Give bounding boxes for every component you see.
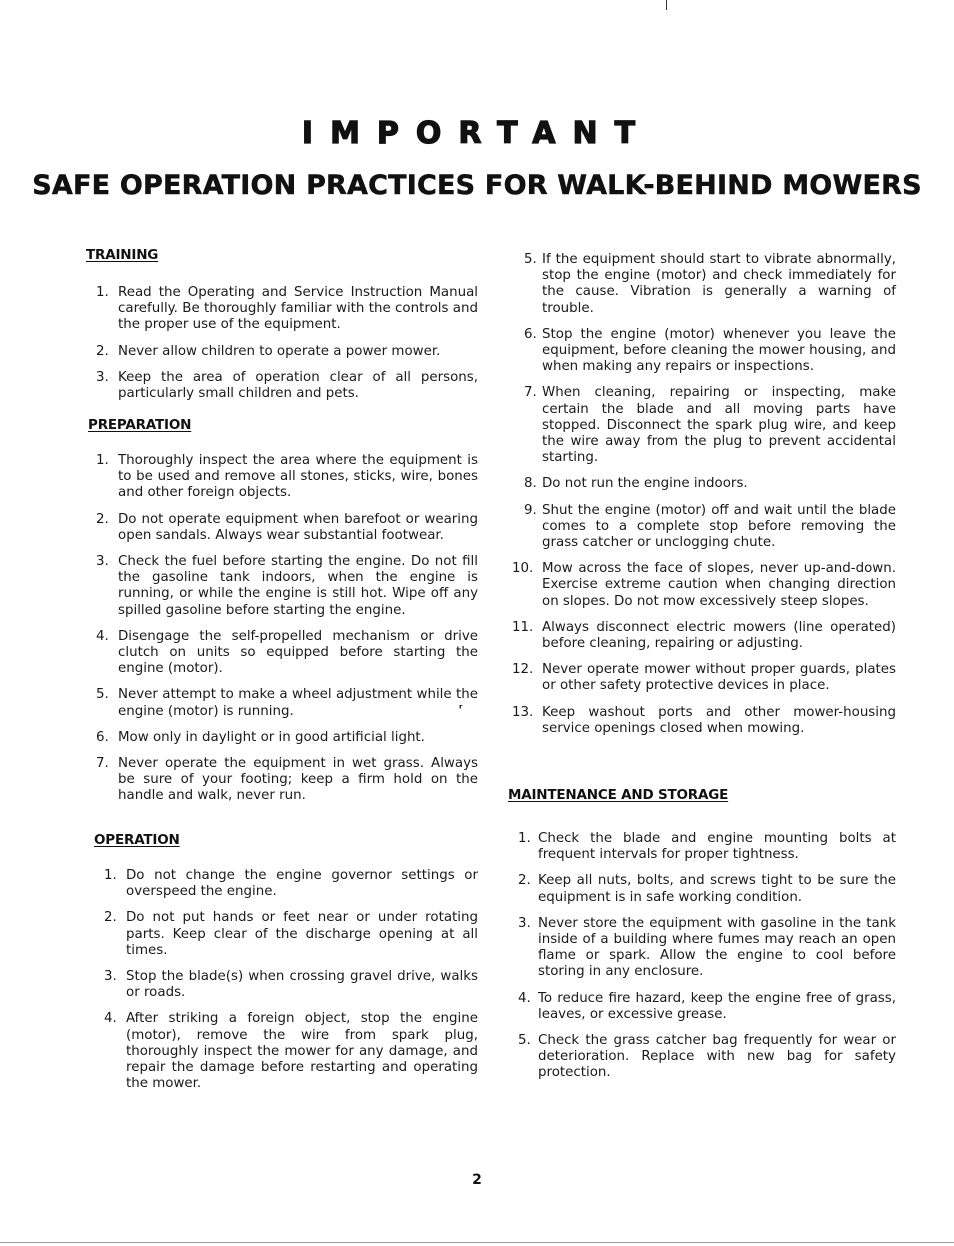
- list-item: [508, 620, 896, 652]
- item-text: Keep the area of operation clear of all persons, particularly small children and pets.: [118, 369, 478, 402]
- maintenance-section: [508, 787, 896, 1092]
- list-item: [508, 252, 896, 317]
- item-text: Do not change the engine governor settings or overspeed the engine.: [126, 868, 478, 900]
- list-item: [508, 662, 896, 694]
- list-item: [86, 910, 478, 959]
- item-number: 1.: [96, 453, 109, 468]
- item-number: 11.: [512, 619, 534, 635]
- item-text: Do not operate equipment when barefoot or wearing open sandals. Always wear substantial footwear.: [118, 511, 478, 543]
- item-text: Read the Operating and Service Instruction Manual carefully. Be thoroughly familiar with the controls and the proper use of the equipment.: [118, 285, 478, 333]
- item-text: After striking a foreign object, stop the engine (motor), remove the wire from spark plug, thoroughly inspect the mower for any damage, and repair the damage before restarting and operating the mower.: [126, 1011, 478, 1092]
- list-item: [86, 344, 478, 360]
- item-number: 12.: [512, 662, 534, 678]
- item-text: Never allow children to operate a power mower.: [118, 343, 441, 359]
- item-number: 5.: [96, 687, 109, 703]
- item-number: 7.: [524, 385, 537, 401]
- item-text: Check the grass catcher bag frequently for wear or deterioration. Replace with new bag for safety protection.: [538, 1033, 896, 1081]
- list-item: [508, 476, 896, 492]
- scan-mark-side: ʳ: [459, 702, 463, 715]
- item-number: 2.: [518, 873, 531, 889]
- list-item: [86, 629, 478, 678]
- item-number: 5.: [524, 252, 537, 267]
- item-number: 6.: [524, 326, 537, 342]
- page-number: 2: [472, 1172, 482, 1188]
- list-item: [86, 756, 478, 805]
- list-item: [508, 503, 896, 552]
- list-item: [86, 1011, 478, 1092]
- list-item: [508, 705, 896, 737]
- list-item: [508, 327, 896, 376]
- item-text: Keep all nuts, bolts, and screws tight to be sure the equipment is in safe working condition.: [538, 873, 896, 905]
- list-item: [86, 868, 478, 900]
- item-number: 13.: [512, 704, 534, 720]
- item-text: Disengage the self-propelled mechanism or drive clutch on units so equipped before starting the engine (motor).: [118, 628, 478, 677]
- list-item: [508, 385, 896, 466]
- page-title: SAFE OPERATION PRACTICES FOR WALK-BEHIND MOWERS: [32, 170, 922, 201]
- item-number: 3.: [96, 369, 109, 385]
- item-text: Never operate mower without proper guards, plates or other safety protective devices in place.: [542, 662, 896, 694]
- list-item: [508, 831, 896, 863]
- list-item: [86, 285, 478, 334]
- training-section: [86, 247, 478, 412]
- item-text: Keep washout ports and other mower-housing service openings closed when mowing.: [542, 704, 896, 736]
- item-text: Always disconnect electric mowers (line operated) before cleaning, repairing or adjusting.: [542, 619, 896, 652]
- item-number: 3.: [104, 969, 117, 985]
- list-item: [86, 512, 478, 544]
- list-item: [86, 453, 478, 502]
- list-item: [508, 873, 896, 905]
- list-item: [86, 730, 478, 746]
- item-number: 5.: [518, 1033, 531, 1049]
- item-number: 10.: [512, 561, 534, 577]
- item-number: 2.: [104, 910, 117, 926]
- item-number: 4.: [96, 628, 109, 644]
- operation-continued-section: [508, 252, 896, 747]
- maintenance-list: [508, 831, 896, 1082]
- operation-continued-list: [508, 252, 896, 737]
- maintenance-heading: MAINTENANCE AND STORAGE: [508, 787, 729, 803]
- item-text: Do not run the engine indoors.: [542, 476, 748, 492]
- item-text: Thoroughly inspect the area where the equipment is to be used and remove all stones, sticks, wire, bones and other foreign objects.: [118, 453, 478, 501]
- list-item: [86, 370, 478, 402]
- item-number: 3.: [518, 915, 531, 931]
- item-text: Stop the blade(s) when crossing gravel drive, walks or roads.: [126, 969, 478, 1001]
- item-text: Never attempt to make a wheel adjustment while the engine (motor) is running.: [118, 687, 478, 719]
- list-item: [508, 561, 896, 610]
- list-item: [86, 687, 478, 719]
- item-number: 9.: [524, 502, 537, 518]
- item-number: 4.: [518, 990, 531, 1006]
- item-text: If the equipment should start to vibrate abnormally, stop the engine (motor) and check immediately for the cause. Vibration is generally a warning of trouble.: [542, 252, 896, 316]
- operation-list: [86, 868, 478, 1092]
- item-number: 1.: [518, 831, 531, 846]
- item-number: 8.: [524, 476, 537, 492]
- item-text: Check the fuel before starting the engine. Do not fill the gasoline tank indoors, when the engine is running, or while the engine is still hot. Wipe off any spilled gasoline before starting the engine.: [118, 554, 478, 618]
- item-number: 1.: [96, 285, 109, 300]
- item-number: 2.: [96, 343, 109, 359]
- item-number: 2.: [96, 511, 109, 527]
- preparation-heading: PREPARATION: [88, 417, 192, 433]
- item-text: Mow across the face of slopes, never up-and-down. Exercise extreme caution when changing direction on slopes. Do not mow excessively steep slopes.: [542, 561, 896, 609]
- list-item: [508, 991, 896, 1023]
- training-heading: TRAINING: [86, 247, 159, 263]
- training-list: [86, 285, 478, 402]
- item-text: Shut the engine (motor) off and wait until the blade comes to a complete stop before removing the grass catcher or unclogging chute.: [542, 502, 896, 551]
- item-text: Never store the equipment with gasoline in the tank inside of a building where fumes may reach an open flame or spark. Allow the engine to cool before storing in any enclosure.: [538, 915, 896, 980]
- operation-section: [86, 832, 478, 1102]
- item-text: Do not put hands or feet near or under rotating parts. Keep clear of the discharge opening at all times.: [126, 910, 478, 958]
- item-number: 3.: [96, 554, 109, 570]
- list-item: [86, 969, 478, 1001]
- item-text: To reduce fire hazard, keep the engine free of grass, leaves, or excessive grease.: [538, 990, 896, 1022]
- item-text: Check the blade and engine mounting bolts at frequent intervals for proper tightness.: [538, 831, 896, 863]
- bottom-rule: [0, 1242, 954, 1243]
- preparation-list: [86, 453, 478, 805]
- preparation-section: [86, 417, 478, 815]
- important-banner: IMPORTANT: [301, 116, 653, 151]
- item-number: 1.: [104, 868, 117, 883]
- list-item: [86, 554, 478, 619]
- item-number: 7.: [96, 756, 109, 772]
- operation-heading: OPERATION: [94, 832, 180, 848]
- item-text: Stop the engine (motor) whenever you leave the equipment, before cleaning the mower housing, and when making any repairs or inspections.: [542, 326, 896, 375]
- item-number: 6.: [96, 729, 109, 745]
- list-item: [508, 1033, 896, 1082]
- item-text: When cleaning, repairing or inspecting, make certain the blade and all moving parts have stopped. Disconnect the spark plug wire, and keep the wire away from the plug to prevent accidental starting.: [542, 385, 896, 466]
- item-text: Mow only in daylight or in good artificial light.: [118, 729, 425, 745]
- item-number: 4.: [104, 1011, 117, 1027]
- scan-mark-top: [666, 0, 667, 10]
- list-item: [508, 916, 896, 981]
- item-text: Never operate the equipment in wet grass. Always be sure of your footing; keep a firm hold on the handle and walk, never run.: [118, 756, 478, 804]
